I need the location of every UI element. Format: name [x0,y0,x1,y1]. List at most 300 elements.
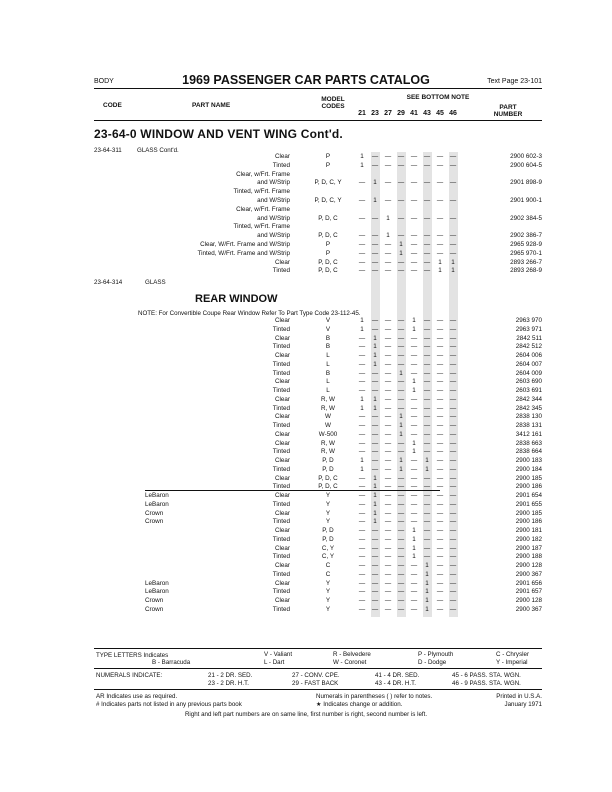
usage-mark: — [410,153,418,160]
model-code: R, W [321,439,335,447]
table-row [0,413,612,422]
part-name: Tinted [272,553,290,561]
numeral-heading: 41 [410,110,418,117]
usage-mark: — [371,562,379,569]
table-row [0,545,612,554]
usage-mark: — [397,448,405,456]
model-name: LeBaron [145,588,169,596]
usage-mark: — [449,448,457,456]
usage-mark: — [358,535,366,543]
usage-mark: — [384,343,392,351]
usage-mark: — [410,509,418,517]
usage-mark: — [397,267,405,275]
usage-mark: — [449,492,457,499]
usage-mark: — [436,360,444,368]
usage-mark: — [436,404,444,412]
part-number: 2965 928-9 [510,241,542,248]
usage-mark: 1 [360,465,364,473]
usage-mark: — [449,325,457,333]
usage-mark: — [449,483,457,491]
usage-mark: — [397,518,405,526]
part-name: Tinted [272,343,290,351]
table-row [0,188,612,197]
page-title: 1969 PASSENGER CAR PARTS CATALOG [182,73,430,87]
usage-mark: — [410,360,418,368]
usage-mark: 1 [399,249,403,257]
usage-mark: — [384,527,392,534]
part-name: Tinted [272,369,290,377]
model-code: C, Y [321,553,335,561]
col-part-name-heading: PART NAME [192,102,231,109]
model-code: P, D [322,527,334,534]
usage-mark: — [371,439,379,447]
usage-mark: — [436,579,444,587]
model-code: P, D [322,535,334,543]
usage-mark: — [436,249,444,257]
model-code: L [326,378,330,386]
part-name: Tinted, w/Frt. Frame [233,223,290,231]
part-name: Clear [274,317,290,324]
usage-mark: 1 [425,465,429,473]
usage-mark: — [436,535,444,543]
model-code: Y [325,588,331,596]
footer-printed: Printed in U.S.A. [496,693,542,700]
usage-mark: — [449,535,457,543]
usage-mark: — [423,404,431,412]
model-code: P, D, C [318,232,338,240]
table-row [0,580,612,589]
usage-mark: — [410,483,418,491]
model-code: W-500 [318,430,338,438]
usage-mark: — [449,553,457,561]
usage-mark: — [397,360,405,368]
usage-mark: — [384,518,392,526]
usage-mark: — [410,179,418,187]
model-name: LeBaron [145,492,169,499]
usage-mark: — [449,249,457,257]
usage-mark: — [371,465,379,473]
col-model-codes-heading: MODEL CODES [321,96,345,110]
part-name: Tinted [272,535,290,543]
part-number: 2604 007 [515,360,542,368]
usage-mark: — [449,352,457,359]
usage-mark: — [436,509,444,517]
model-code: P, D [322,457,334,464]
model-code: L [326,387,330,394]
subsection-code: 23-64-311 [94,147,122,154]
part-number: 2604 006 [515,352,542,359]
part-number: 2901 654 [515,492,542,499]
usage-mark: — [410,518,418,526]
usage-mark: — [384,570,392,578]
part-name: Tinted [272,325,290,333]
part-number: 2900 183 [515,457,542,464]
table-row [0,457,612,466]
table-row [0,396,612,405]
model-code: B [325,369,331,377]
usage-mark: — [384,179,392,187]
usage-mark: — [397,161,405,169]
usage-mark: — [397,509,405,517]
usage-mark: — [436,422,444,429]
usage-mark: — [436,241,444,248]
usage-mark: — [423,334,431,342]
part-number: 2902 384-5 [510,214,542,222]
part-number: 2901 898-9 [510,179,542,187]
usage-mark: — [449,465,457,473]
usage-mark: — [449,241,457,248]
usage-mark: — [358,197,366,204]
usage-mark: — [371,387,379,394]
model-code: C [325,562,331,569]
part-number: 2900 187 [515,544,542,552]
model-code: P [325,249,331,257]
model-code: B [325,343,331,351]
part-number: 2900 185 [515,509,542,517]
usage-mark: — [384,588,392,596]
part-number: 2842 512 [515,343,542,351]
usage-mark: 1 [373,492,377,499]
usage-mark: 1 [373,343,377,351]
usage-mark: — [423,258,431,266]
type-r: R - Belvedere [333,651,371,658]
usage-mark: 1 [425,562,429,569]
numeral-heading: 23 [371,110,379,117]
part-number: 2901 657 [515,588,542,596]
usage-mark: — [423,527,431,534]
usage-mark: — [371,214,379,222]
part-name: Clear [274,544,290,552]
part-name: Tinted [272,483,290,491]
usage-mark: — [410,588,418,596]
numeral-heading: 21 [358,110,366,117]
part-number: 2893 266-7 [510,258,542,266]
part-number: 3412 161 [515,430,542,438]
model-code: B [325,334,331,342]
usage-mark: — [436,570,444,578]
usage-mark: — [371,378,379,386]
usage-mark: — [371,544,379,552]
table-row [0,571,612,580]
usage-mark: — [410,597,418,604]
usage-mark: — [423,267,431,275]
usage-mark: — [371,325,379,333]
usage-mark: 1 [412,535,416,543]
model-code: P [325,153,331,160]
usage-mark: — [436,588,444,596]
usage-mark: — [449,232,457,240]
table-row [0,352,612,361]
usage-mark: — [449,579,457,587]
part-name: Clear [274,492,290,499]
part-number: 2893 268-9 [510,267,542,275]
usage-mark: — [423,413,431,421]
usage-mark: — [410,465,418,473]
table-row [0,536,612,545]
usage-mark: — [384,161,392,169]
usage-mark: — [449,413,457,421]
part-name: Clear, w/Frt. Frame [236,205,290,213]
usage-mark: — [410,369,418,377]
part-name: Clear [274,579,290,587]
table-row [0,527,612,536]
usage-mark: — [384,492,392,499]
usage-mark: 1 [373,404,377,412]
part-number: 2838 664 [515,448,542,456]
table-row [0,153,612,162]
numeral-29: 29 - FAST BACK [292,680,339,687]
usage-mark: — [358,500,366,508]
table-row [0,162,612,171]
usage-mark: — [423,448,431,456]
part-number: 2842 345 [515,404,542,412]
header-section-label: BODY [94,78,114,85]
usage-mark: — [384,553,392,561]
usage-mark: — [410,605,418,613]
usage-mark: 1 [425,588,429,596]
usage-mark: — [436,465,444,473]
usage-mark: — [449,214,457,222]
footer-star-note: ★ Indicates change or addition. [316,701,403,708]
usage-mark: — [449,395,457,403]
usage-mark: — [449,457,457,464]
numeral-heading: 29 [397,110,405,117]
model-code: P, D, C [318,483,338,491]
usage-mark: — [423,232,431,240]
usage-mark: — [358,352,366,359]
table-row [0,232,612,241]
legend-bottom-rule [94,689,542,690]
usage-mark: — [397,535,405,543]
model-code: R, W [321,404,335,412]
part-name: Tinted [272,500,290,508]
usage-mark: — [358,553,366,561]
usage-mark: — [423,378,431,386]
usage-mark: — [384,334,392,342]
part-name: Clear [274,562,290,569]
numeral-heading: 43 [423,110,431,117]
usage-mark: — [449,343,457,351]
usage-mark: — [410,430,418,438]
subsection2-code: 23-64-314 [94,279,123,286]
part-number: 2900 604-5 [510,161,542,169]
usage-mark: — [358,241,366,248]
part-name: Clear [274,597,290,604]
usage-mark: — [397,232,405,240]
usage-mark: 1 [438,267,442,275]
usage-mark: — [358,249,366,257]
part-name: Clear [274,413,290,421]
usage-mark: — [371,597,379,604]
table-row [0,588,612,597]
usage-mark: — [436,413,444,421]
table-row [0,326,612,335]
table-row [0,171,612,180]
numeral-23: 23 - 2 DR. H.T. [208,680,249,687]
part-name: Clear, w/Frt. Frame [236,170,290,178]
usage-mark: — [423,197,431,204]
usage-mark: — [423,474,431,482]
usage-mark: — [358,413,366,421]
col-see-note-heading: SEE BOTTOM NOTE [406,94,470,101]
usage-mark: — [436,395,444,403]
numeral-27: 27 - CONV. CPE. [292,672,340,679]
usage-mark: — [371,369,379,377]
model-code: P, D, C [318,267,338,275]
usage-mark: — [436,448,444,456]
model-code: Y [325,597,331,604]
lebaron-separator-rule [145,490,440,491]
usage-mark: 1 [425,605,429,613]
part-name: Clear [274,527,290,534]
part-number: 2603 690 [515,378,542,386]
usage-mark: — [397,343,405,351]
usage-mark: 1 [451,267,455,275]
usage-mark: — [384,465,392,473]
usage-mark: — [423,249,431,257]
usage-mark: 1 [373,483,377,491]
model-code: R, W [321,395,335,403]
usage-mark: — [358,267,366,275]
usage-mark: — [449,317,457,324]
usage-mark: — [358,448,366,456]
usage-mark: — [410,232,418,240]
usage-mark: — [397,179,405,187]
footer-paren-note: Numerals in parentheses ( ) refer to notes. [316,693,433,700]
usage-mark: 1 [412,317,416,324]
usage-mark: — [358,430,366,438]
usage-mark: 1 [399,413,403,421]
usage-mark: — [371,258,379,266]
usage-mark: — [449,369,457,377]
usage-mark: — [436,317,444,324]
usage-mark: — [397,153,405,160]
usage-mark: — [436,439,444,447]
usage-mark: — [436,605,444,613]
table-row [0,501,612,510]
usage-mark: — [358,422,366,429]
usage-mark: — [410,241,418,248]
usage-mark: — [423,325,431,333]
usage-mark: — [358,258,366,266]
table-row [0,179,612,188]
table-row [0,267,612,276]
usage-mark: — [449,509,457,517]
usage-mark: — [449,500,457,508]
usage-mark: — [384,483,392,491]
usage-mark: — [397,483,405,491]
numerals-label: NUMERALS INDICATE: [96,672,163,679]
usage-mark: — [449,378,457,386]
usage-mark: 1 [412,439,416,447]
part-number: 2604 009 [515,369,542,377]
usage-mark: — [371,317,379,324]
table-row [0,448,612,457]
usage-mark: — [384,509,392,517]
usage-mark: 1 [425,597,429,604]
type-letters-label: TYPE LETTERS Indicates [96,652,169,659]
usage-mark: 1 [399,430,403,438]
usage-mark: 1 [425,457,429,464]
model-name: LeBaron [145,579,169,587]
usage-mark: — [371,232,379,240]
usage-mark: — [436,527,444,534]
usage-mark: — [423,352,431,359]
column-heading-rule [94,120,542,121]
usage-mark: — [449,605,457,613]
usage-mark: — [358,343,366,351]
numeral-heading: 46 [449,110,457,117]
usage-mark: — [384,535,392,543]
usage-mark: — [371,579,379,587]
part-name: Tinted [272,605,290,613]
model-code: C [325,570,331,578]
usage-mark: — [371,267,379,275]
usage-mark: — [358,527,366,534]
part-number: 2900 367 [515,570,542,578]
usage-mark: — [358,509,366,517]
table-row [0,197,612,206]
usage-mark: — [410,570,418,578]
legend-top-rule [94,648,542,649]
usage-mark: — [384,369,392,377]
usage-mark: — [358,334,366,342]
usage-mark: — [397,334,405,342]
numeral-21: 21 - 2 DR. SED. [208,672,253,679]
usage-mark: 1 [360,161,364,169]
usage-mark: — [449,518,457,526]
model-code: P, D, C [318,214,338,222]
usage-mark: — [397,562,405,569]
usage-mark: — [423,509,431,517]
part-name: Clear [274,352,290,359]
usage-mark: — [423,343,431,351]
usage-mark: 1 [451,258,455,266]
usage-mark: — [384,413,392,421]
part-name: Clear [274,153,290,160]
usage-mark: — [384,249,392,257]
footer-hash-note: # Indicates parts not listed in any previous parts book [96,701,242,708]
usage-mark: — [397,588,405,596]
table-row [0,518,612,527]
usage-mark: — [397,527,405,534]
part-name: Tinted [272,518,290,526]
usage-mark: 1 [412,378,416,386]
table-row [0,241,612,250]
usage-mark: 1 [360,317,364,324]
type-l: L - Dart [264,659,285,666]
usage-mark: — [436,500,444,508]
part-number: 2900 186 [515,483,542,491]
table-row [0,250,612,259]
model-code: Y [325,500,331,508]
usage-mark: — [371,161,379,169]
usage-mark: 1 [412,387,416,394]
usage-mark: — [449,430,457,438]
usage-mark: — [397,352,405,359]
usage-mark: — [358,179,366,187]
part-number: 2965 970-1 [510,249,542,257]
part-number: 2838 131 [515,422,542,429]
usage-mark: — [358,597,366,604]
usage-mark: — [358,387,366,394]
table-row [0,606,612,615]
model-code: C, Y [321,544,335,552]
usage-mark: — [384,422,392,429]
numeral-45: 45 - 6 PASS. STA. WGN. [452,672,521,679]
usage-mark: — [384,317,392,324]
usage-mark: — [436,369,444,377]
